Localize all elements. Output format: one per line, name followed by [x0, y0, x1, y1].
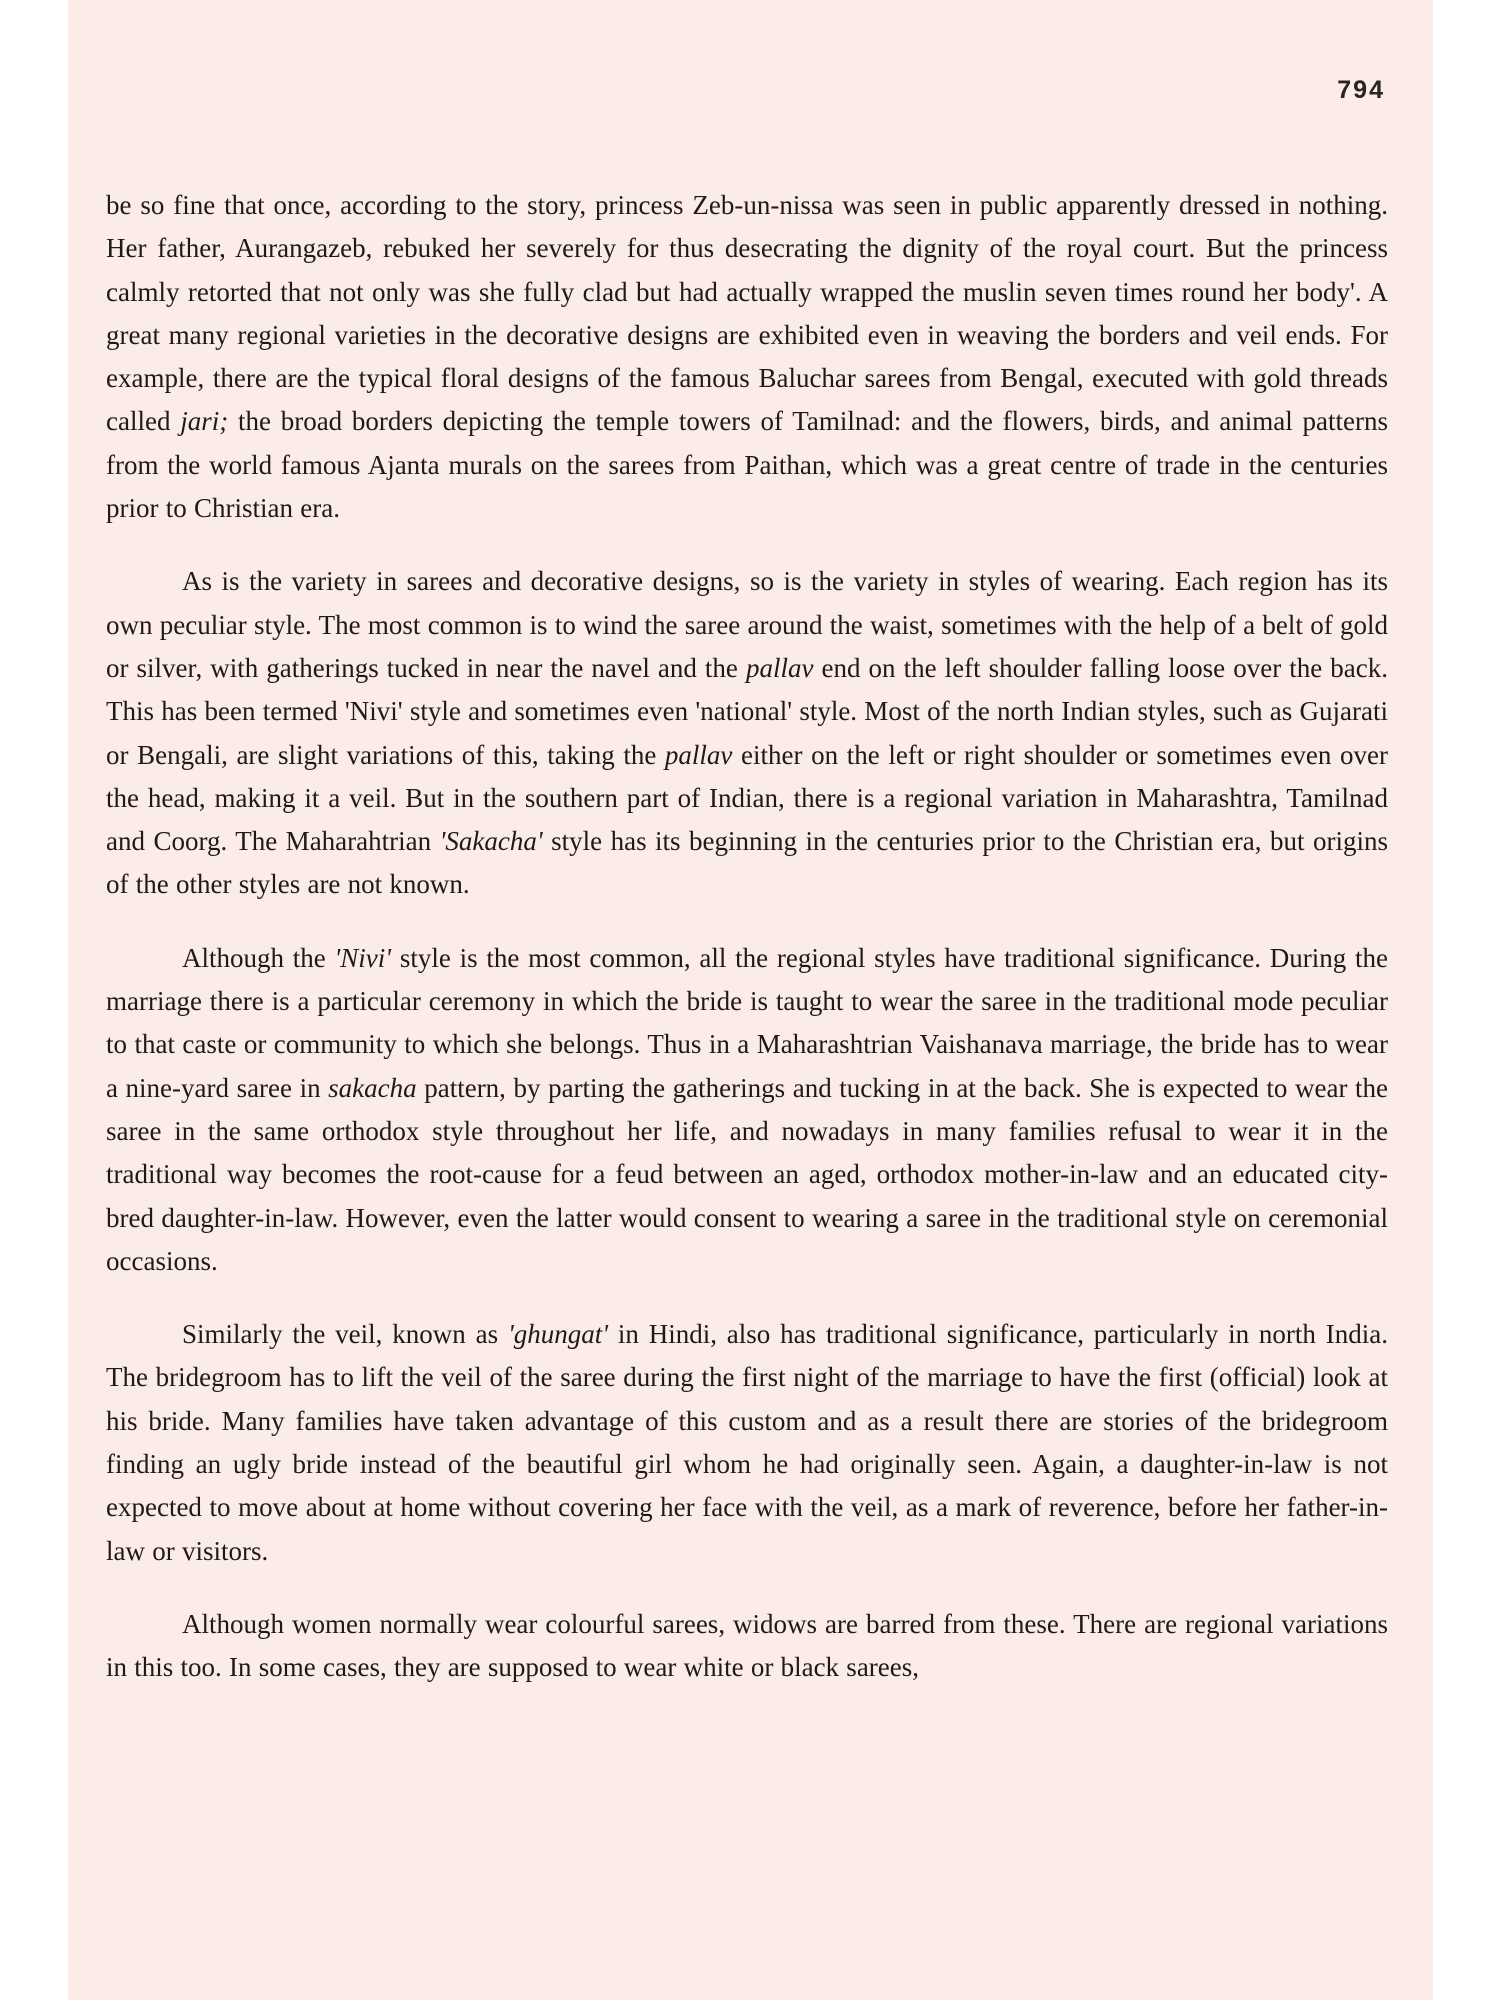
italic-term: 'ghungat' — [507, 1319, 608, 1350]
italic-term: pallav — [664, 739, 733, 770]
text-run: As is the variety in sarees and decorative designs, so is the variety in styles of wearing. Each region has its own peculiar style. The most common is to wind the saree around the waist, sometimes with the help of a belt of gold or silver, with gatherings tucked in near the navel and the — [106, 566, 1388, 683]
page-number: 794 — [1337, 76, 1385, 104]
paragraph — [106, 1603, 1388, 1690]
paragraph — [106, 184, 1388, 530]
text-run: in Hindi, also has traditional significance, particularly in north India. The bridegroom has to lift the veil of the saree during the first night of the marriage to have the first (official) look at his bride. Many families have taken advantage of this custom and as a result there are stories of the bridegroom finding an ugly bride instead of the beautiful girl whom he had originally seen. Again, a daughter-in-law is not expected to move about at home without covering her face with the veil, as a mark of reverence, before her father-in-law or visitors. — [106, 1319, 1388, 1566]
book-page — [68, 0, 1433, 2000]
text-run: style has its beginning in the centuries prior to the Christian era, but origins of the other styles are not known. — [106, 826, 1388, 900]
text-run: the broad borders depicting the temple towers of Tamilnad: and the flowers, birds, and animal patterns from the world famous Ajanta murals on the sarees from Paithan, which was a great centre of trade in the centuries prior to Christian era. — [106, 406, 1388, 524]
italic-term: 'Sakacha' — [439, 826, 543, 857]
text-run: pattern, by parting the gatherings and tucking in at the back. She is expected to wear the saree in the same orthodox style throughout her life, and nowadays in many families refusal to wear it in the traditional way becomes the root-cause for a feud between an aged, orthodox mother-in-law and an educated city-bred daughter-in-law. However, even the latter would consent to wearing a saree in the traditional style on ceremonial occasions. — [106, 1072, 1389, 1276]
paragraph — [106, 1313, 1388, 1573]
text-run: style is the most common, all the regional styles have traditional significance. During the marriage there is a particular ceremony in which the bride is taught to wear the saree in the traditional mode peculiar to that caste or community to which she belongs. Thus in a Maharashtrian Vaishanava marriage, the bride has to wear a nine-yard saree in — [106, 942, 1388, 1103]
text-run: Although women normally wear colourful sarees, widows are barred from these. There are regional variations in this too. In some cases, they are supposed to wear white or black sarees, — [106, 1608, 1388, 1683]
text-run: Similarly the veil, known as — [182, 1319, 508, 1350]
italic-term: 'Nivi' — [334, 942, 392, 973]
text-run: Although the — [182, 942, 335, 973]
text-run: be so fine that once, according to the story, princess Zeb-un-nissa was seen in public apparently dressed in nothing. Her father, Aurangazeb, rebuked her severely for thus desecrating the dignity of the royal court. But the princess calmly retorted that not only was she fully clad but had actually wrapped the muslin seven times round her body'. A great many regional varieties in the decorative designs are exhibited even in weaving the borders and veil ends. For example, there are the typical floral designs of the famous Baluchar sarees from Bengal, executed with gold threads called — [106, 190, 1388, 437]
italic-term: sakacha — [328, 1072, 417, 1103]
italic-term: jari; — [180, 406, 229, 437]
paragraph — [106, 560, 1388, 906]
italic-term: pallav — [745, 652, 814, 683]
text-run: either on the left or right shoulder or sometimes even over the head, making it a veil. But in the southern part of Indian, there is a regional variation in Maharashtra, Tamilnad and Coorg. The Maharahtrian — [106, 739, 1388, 857]
text-run: end on the left shoulder falling loose over the back. This has been termed 'Nivi' style and sometimes even 'national' style. Most of the north Indian styles, such as Gujarati or Bengali, are slight variations of this, taking the — [106, 652, 1388, 770]
body-text — [106, 184, 1388, 1720]
paragraph — [106, 937, 1388, 1283]
